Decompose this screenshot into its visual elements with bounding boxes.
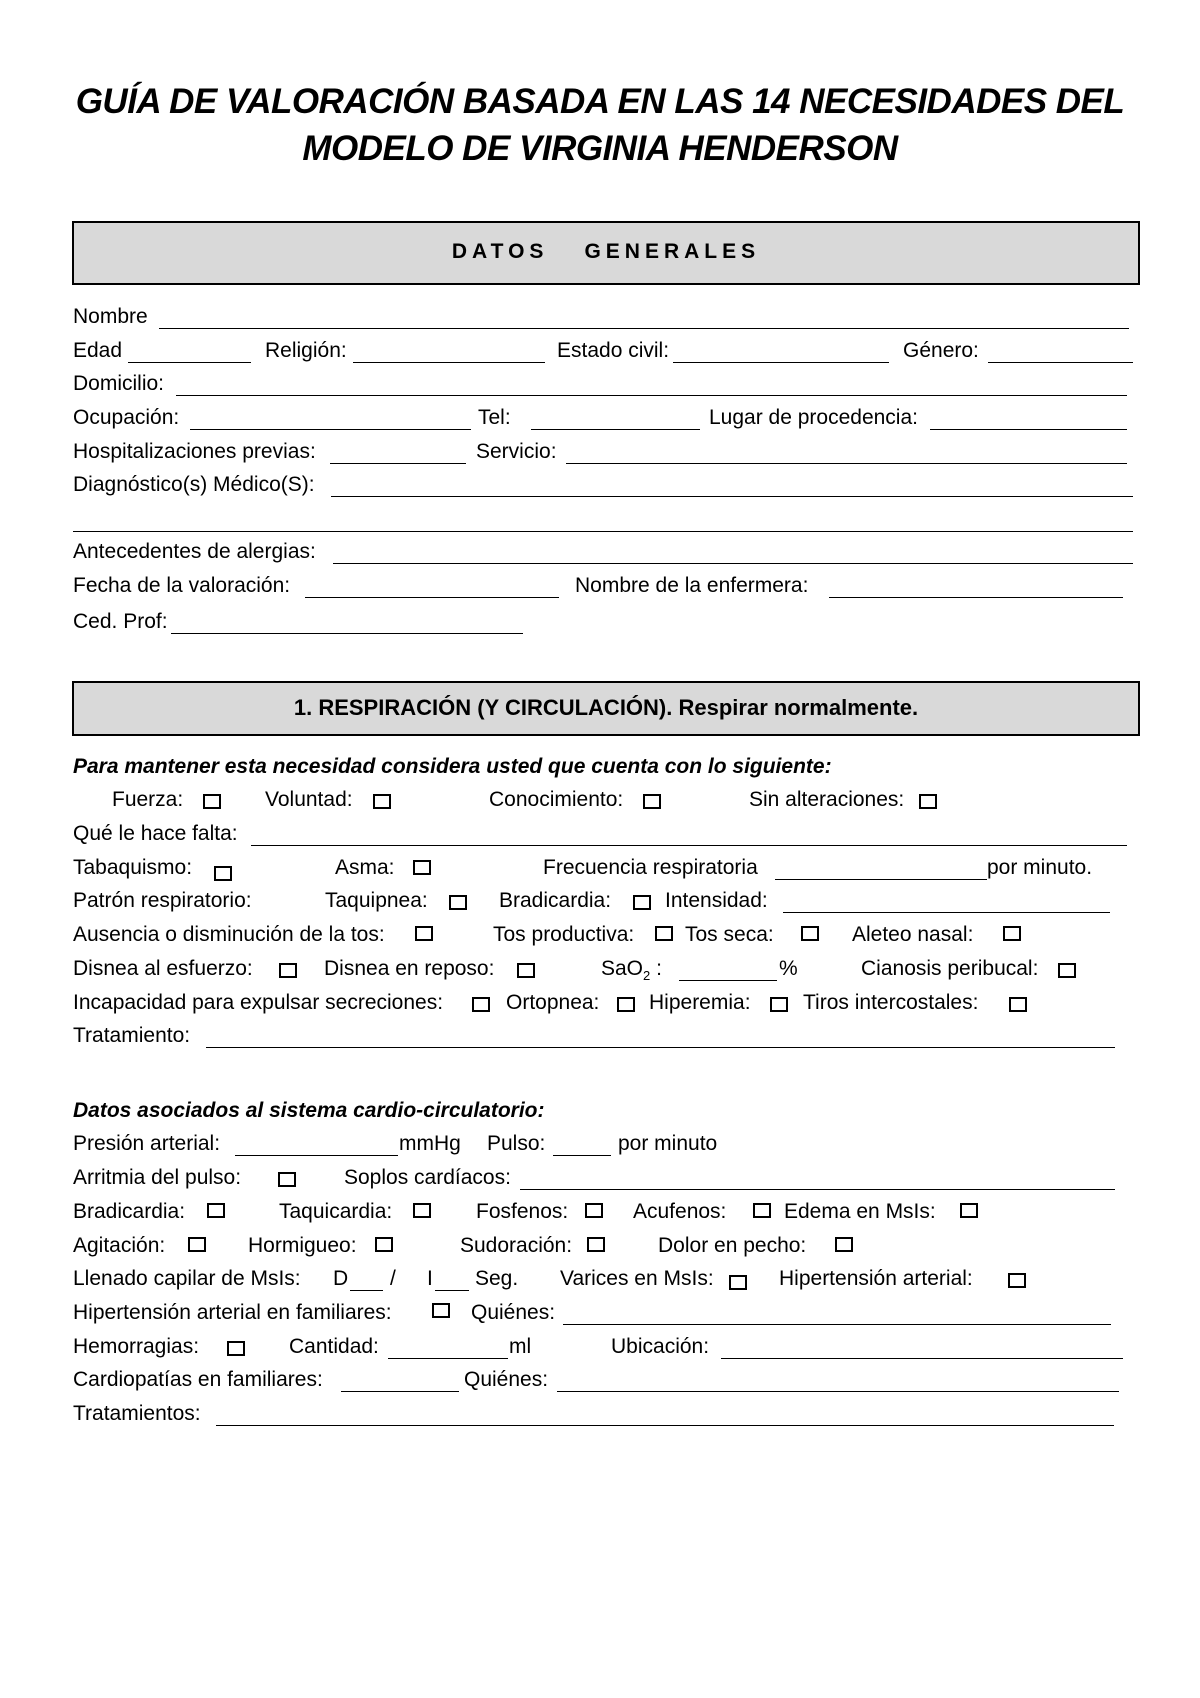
- checkbox-fuerza[interactable]: [203, 794, 221, 809]
- label-hipertension-familiares: Hipertensión arterial en familiares:: [73, 1301, 392, 1324]
- checkbox-disnea-esfuerzo[interactable]: [279, 963, 297, 978]
- row-intro: [73, 752, 1133, 782]
- checkbox-conocimiento[interactable]: [643, 794, 661, 809]
- label-percent: %: [779, 957, 798, 980]
- label-seg: Seg.: [475, 1267, 519, 1290]
- label-tiros: Tiros intercostales:: [803, 991, 979, 1014]
- label-estado-civil: Estado civil:: [557, 339, 670, 362]
- label-dolor-pecho: Dolor en pecho:: [658, 1234, 807, 1257]
- row-arritmia: [73, 1163, 1133, 1193]
- checkbox-tabaquismo[interactable]: [214, 866, 232, 881]
- label-bradicardia: Bradicardia:: [73, 1200, 186, 1223]
- cardio-heading: Datos asociados al sistema cardio-circulatorio:: [73, 1099, 545, 1122]
- heading-word-datos: DATOS: [451, 240, 549, 263]
- label-cardiopatias: Cardiopatías en familiares:: [73, 1368, 323, 1391]
- row-incapacidad: [73, 988, 1133, 1018]
- row-diagnostico-continuation: [73, 505, 1133, 535]
- checkbox-ausencia-tos[interactable]: [415, 926, 433, 941]
- checkbox-tiros[interactable]: [1009, 997, 1027, 1012]
- checkbox-taquipnea[interactable]: [449, 895, 467, 910]
- field-lugar-procedencia[interactable]: [930, 429, 1127, 430]
- checkbox-fosfenos[interactable]: [585, 1203, 603, 1218]
- checkbox-arritmia[interactable]: [278, 1172, 296, 1187]
- checkbox-varices[interactable]: [729, 1275, 747, 1290]
- row-cardiopatias: [73, 1365, 1133, 1395]
- field-cardiopatias[interactable]: [341, 1391, 459, 1392]
- row-alergias: [73, 537, 1133, 567]
- label-tel: Tel:: [478, 406, 511, 429]
- label-taquipnea: Taquipnea:: [325, 889, 428, 912]
- checkbox-acufenos[interactable]: [753, 1203, 771, 1218]
- field-domicilio[interactable]: [176, 395, 1127, 396]
- label-conocimiento: Conocimiento:: [489, 788, 624, 811]
- label-ausencia-tos: Ausencia o disminución de la tos:: [73, 923, 385, 946]
- row-bradicardia: [73, 1197, 1133, 1227]
- row-hemorragias: [73, 1332, 1133, 1362]
- respiracion-intro: Para mantener esta necesidad considera usted que cuenta con lo siguiente:: [73, 755, 832, 778]
- label-aleteo: Aleteo nasal:: [852, 923, 974, 946]
- row-fecha: [73, 571, 1133, 601]
- label-hemorragias: Hemorragias:: [73, 1335, 200, 1358]
- field-fecha-valoracion[interactable]: [305, 597, 559, 598]
- label-servicio: Servicio:: [476, 440, 557, 463]
- field-tratamiento[interactable]: [206, 1047, 1115, 1048]
- label-ml: ml: [509, 1335, 532, 1358]
- checkbox-voluntad[interactable]: [373, 794, 391, 809]
- field-hospitalizaciones[interactable]: [330, 463, 466, 464]
- field-soplos[interactable]: [520, 1189, 1115, 1190]
- label-nombre: Nombre: [73, 305, 148, 328]
- label-sudoracion: Sudoración:: [460, 1234, 573, 1257]
- field-llenado-i[interactable]: [435, 1290, 469, 1291]
- sao2-text: SaO: [601, 957, 644, 980]
- field-religion[interactable]: [353, 362, 545, 363]
- label-edad: Edad: [73, 339, 123, 362]
- sao2-colon: :: [656, 957, 662, 980]
- label-voluntad: Voluntad:: [265, 788, 353, 811]
- label-asma: Asma:: [335, 856, 395, 879]
- row-disnea: [73, 954, 1133, 984]
- datos-generales-heading: [72, 221, 1140, 285]
- document-title: [60, 78, 1140, 172]
- field-nombre-enfermera[interactable]: [829, 597, 1123, 598]
- label-ubicacion: Ubicación:: [611, 1335, 710, 1358]
- label-fosfenos: Fosfenos:: [476, 1200, 569, 1223]
- title-line-1: GUÍA DE VALORACIÓN BASADA EN LAS 14 NECESIDADES DEL: [75, 82, 1125, 121]
- row-ocupacion: [73, 403, 1133, 433]
- row-llenado: [73, 1264, 1133, 1294]
- label-disnea-esfuerzo: Disnea al esfuerzo:: [73, 957, 253, 980]
- field-diagnostico[interactable]: [331, 496, 1133, 497]
- row-hospitalizaciones: [73, 437, 1133, 467]
- checkbox-dolor-pecho[interactable]: [835, 1237, 853, 1252]
- label-hormigueo: Hormigueo:: [248, 1234, 357, 1257]
- label-tratamientos: Tratamientos:: [73, 1402, 201, 1425]
- checkbox-disnea-reposo[interactable]: [517, 963, 535, 978]
- label-pulso-por-minuto: por minuto: [618, 1132, 718, 1155]
- field-edad[interactable]: [128, 362, 251, 363]
- label-varices: Varices en MsIs:: [560, 1267, 714, 1290]
- label-incapacidad: Incapacidad para expulsar secreciones:: [73, 991, 444, 1014]
- row-patron: [73, 886, 1133, 916]
- field-intensidad[interactable]: [783, 912, 1110, 913]
- field-ced-prof[interactable]: [171, 633, 523, 634]
- heading-word-generales: GENERALES: [584, 240, 761, 263]
- row-tratamiento: [73, 1021, 1133, 1051]
- label-domicilio: Domicilio:: [73, 372, 165, 395]
- row-edad: [73, 336, 1133, 366]
- row-diagnostico: [73, 470, 1133, 500]
- label-nombre-enfermera: Nombre de la enfermera:: [575, 574, 809, 597]
- checkbox-bradicardia[interactable]: [207, 1203, 225, 1218]
- row-tabaquismo: [73, 853, 1133, 883]
- field-servicio[interactable]: [566, 463, 1127, 464]
- row-que-falta: [73, 819, 1133, 849]
- label-sin-alteraciones: Sin alteraciones:: [749, 788, 905, 811]
- field-pulso[interactable]: [553, 1155, 611, 1156]
- label-bradicardia-resp: Bradicardia:: [499, 889, 612, 912]
- checkbox-asma[interactable]: [413, 860, 431, 875]
- field-tratamientos[interactable]: [216, 1425, 1114, 1426]
- label-agitacion: Agitación:: [73, 1234, 166, 1257]
- field-presion[interactable]: [235, 1155, 398, 1156]
- label-quienes-2: Quiénes:: [464, 1368, 549, 1391]
- row-tos: [73, 920, 1133, 950]
- label-por-minuto: por minuto.: [987, 856, 1093, 879]
- label-llenado: Llenado capilar de MsIs:: [73, 1267, 301, 1290]
- row-cardio-heading: [73, 1096, 1133, 1126]
- row-agitacion: [73, 1231, 1133, 1261]
- label-tratamiento: Tratamiento:: [73, 1024, 191, 1047]
- row-presion: [73, 1129, 1133, 1159]
- label-hiperemia: Hiperemia:: [649, 991, 751, 1014]
- label-arritmia: Arritmia del pulso:: [73, 1166, 242, 1189]
- label-acufenos: Acufenos:: [633, 1200, 727, 1223]
- field-estado-civil[interactable]: [673, 362, 889, 363]
- checkbox-hiperemia[interactable]: [770, 997, 788, 1012]
- label-ocupacion: Ocupación:: [73, 406, 180, 429]
- label-disnea-reposo: Disnea en reposo:: [324, 957, 495, 980]
- label-ortopnea: Ortopnea:: [506, 991, 600, 1014]
- label-taquicardia: Taquicardia:: [279, 1200, 393, 1223]
- label-quienes: Quiénes:: [471, 1301, 556, 1324]
- label-fecha-valoracion: Fecha de la valoración:: [73, 574, 291, 597]
- checkbox-agitacion[interactable]: [188, 1237, 206, 1252]
- checkbox-ortopnea[interactable]: [617, 997, 635, 1012]
- label-que-falta: Qué le hace falta:: [73, 822, 238, 845]
- respiracion-heading-text: 1. RESPIRACIÓN (Y CIRCULACIÓN). Respirar normalmente.: [293, 695, 919, 720]
- field-alergias[interactable]: [333, 563, 1133, 564]
- row-domicilio: [73, 369, 1133, 399]
- field-tel[interactable]: [531, 429, 700, 430]
- label-hipertension: Hipertensión arterial:: [779, 1267, 973, 1290]
- checkbox-aleteo[interactable]: [1003, 926, 1021, 941]
- respiracion-heading: [72, 681, 1140, 736]
- label-edema: Edema en MsIs:: [784, 1200, 936, 1223]
- field-cantidad[interactable]: [388, 1358, 508, 1359]
- checkbox-tos-productiva[interactable]: [655, 926, 673, 941]
- label-tos-productiva: Tos productiva:: [493, 923, 635, 946]
- label-llenado-slash: /: [390, 1267, 396, 1290]
- label-hospitalizaciones: Hospitalizaciones previas:: [73, 440, 316, 463]
- checkbox-hemorragias[interactable]: [227, 1341, 245, 1356]
- field-nombre[interactable]: [159, 328, 1129, 329]
- checkbox-tos-seca[interactable]: [801, 926, 819, 941]
- field-diagnostico-line-2[interactable]: [73, 531, 1133, 532]
- label-ced-prof: Ced. Prof:: [73, 610, 168, 633]
- field-que-falta[interactable]: [251, 845, 1127, 846]
- title-line-2: MODELO DE VIRGINIA HENDERSON: [302, 129, 898, 168]
- checkbox-bradicardia-resp[interactable]: [633, 895, 651, 910]
- checkbox-sudoracion[interactable]: [587, 1237, 605, 1252]
- field-ubicacion[interactable]: [721, 1358, 1123, 1359]
- field-sao2[interactable]: [679, 980, 777, 981]
- field-llenado-d[interactable]: [350, 1290, 383, 1291]
- checkbox-taquicardia[interactable]: [413, 1203, 431, 1218]
- label-tos-seca: Tos seca:: [685, 923, 774, 946]
- row-fuerza: [73, 785, 1133, 815]
- label-intensidad: Intensidad:: [665, 889, 768, 912]
- checkbox-sin-alteraciones[interactable]: [919, 794, 937, 809]
- label-llenado-d: D: [333, 1267, 349, 1290]
- field-quienes-2[interactable]: [557, 1391, 1119, 1392]
- field-quienes[interactable]: [563, 1324, 1111, 1325]
- checkbox-incapacidad[interactable]: [472, 997, 490, 1012]
- label-fuerza: Fuerza:: [112, 788, 184, 811]
- label-soplos: Soplos cardíacos:: [344, 1166, 511, 1189]
- label-mmhg: mmHg: [399, 1132, 461, 1155]
- field-frecuencia[interactable]: [775, 879, 987, 880]
- checkbox-edema[interactable]: [960, 1203, 978, 1218]
- row-tratamientos: [73, 1399, 1133, 1429]
- label-religion: Religión:: [265, 339, 347, 362]
- label-pulso: Pulso:: [487, 1132, 546, 1155]
- label-lugar-procedencia: Lugar de procedencia:: [709, 406, 918, 429]
- label-cianosis: Cianosis peribucal:: [861, 957, 1039, 980]
- field-genero[interactable]: [988, 362, 1133, 363]
- sao2-subscript: 2: [643, 968, 651, 984]
- checkbox-hormigueo[interactable]: [375, 1237, 393, 1252]
- label-genero: Género:: [903, 339, 979, 362]
- label-presion: Presión arterial:: [73, 1132, 221, 1155]
- checkbox-cianosis[interactable]: [1058, 963, 1076, 978]
- label-diagnostico: Diagnóstico(s) Médico(S):: [73, 473, 315, 496]
- row-ced-prof: [73, 607, 1133, 637]
- label-alergias: Antecedentes de alergias:: [73, 540, 316, 563]
- label-patron: Patrón respiratorio:: [73, 889, 252, 912]
- label-llenado-i: I: [427, 1267, 433, 1290]
- checkbox-hipertension[interactable]: [1008, 1273, 1026, 1288]
- label-sao2: [601, 954, 662, 991]
- row-nombre: [73, 302, 1133, 332]
- checkbox-hipertension-familiares[interactable]: [432, 1303, 450, 1318]
- label-frecuencia: Frecuencia respiratoria: [543, 856, 758, 879]
- field-ocupacion[interactable]: [190, 429, 471, 430]
- row-hipertension-familiares: [73, 1298, 1133, 1328]
- label-tabaquismo: Tabaquismo:: [73, 856, 193, 879]
- label-cantidad: Cantidad:: [289, 1335, 379, 1358]
